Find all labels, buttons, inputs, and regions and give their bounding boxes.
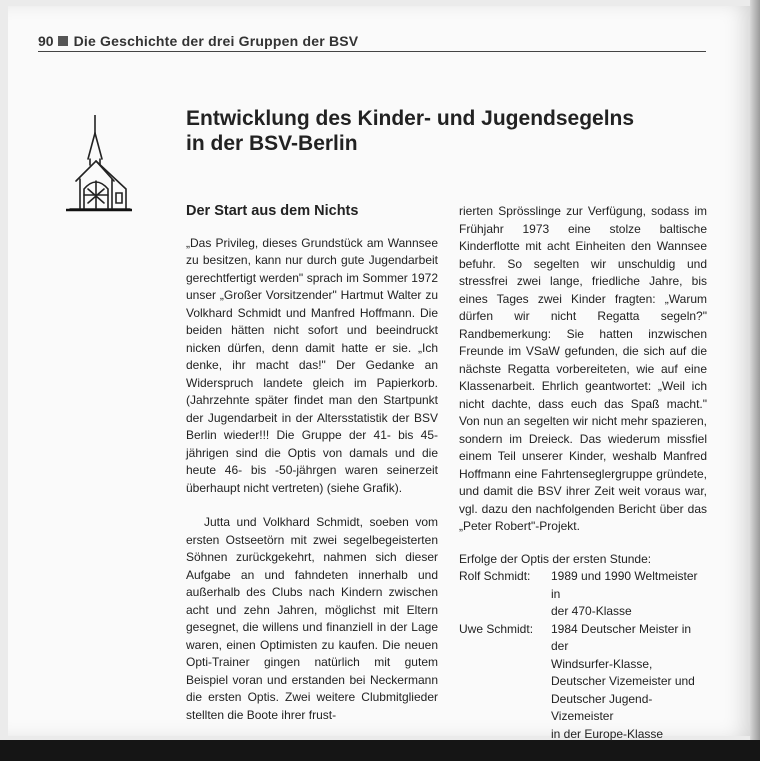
square-bullet-icon	[58, 36, 68, 46]
paragraph-continuation: rierten Sprösslinge zur Verfügung, sodass im Frühjahr 1973 eine stolze baltische Kinderflotte mit acht Einheiten den Wannsee befuhr. So segelten wir unschuldig und stressfrei zwei lange, friedliche Jahre, bis eines Tages zwei Kinder fragten: „Warum dürfen wir nicht Regatta segeln?" Randbemerkung: Sie hatten inzwischen Freunde im VSaW gefunden, die sich auf die nächste Regatta vorbereiteten, wie auf eine Klassenarbeit. Ehrlich geantwortet: „Weil ich nicht dachte, dass euch das Spaß macht." Von nun an segelten wir nicht mehr spazieren, sondern im Dreieck. Das wiederum missfiel einem Teil unserer Kinder, weshalb Manfred Hoffmann eine Fahrtenseglergruppe gründete, und damit die BSV ihrer Zeit weit voraus war, vgl. dazu den nachfolgenden Bericht über das „Peter Robert"-Projekt.	[459, 204, 707, 533]
paragraph-intro: „Das Privileg, dieses Grundstück am Wannsee zu besitzen, kann nur durch gute Jugendarbeit gerechtfertigt werden" sprach im Sommer 1972 unser „Großer Vorsitzender" Hartmut Walter zu Volkhard Schmidt und Manfred Hoffmann. Die beiden hätten nicht sofort und beeindruckt nicken dürfen, denn damit hatte er sie. „Ich denke, ihr macht das!" Der Gedanke an Widerspruch landete gleich im Papierkorb. (Jahrzehnte später findet man den Startpunkt der Jugendarbeit in der Altersstatistik der BSV Berlin wieder!!! Die Gruppe der 41- bis 45-jährigen sind die Optis von damals und die heute 46- bis -50-jährgen waren seinerzeit überhaupt nicht vertreten) (siehe Grafik).	[186, 235, 438, 495]
success-details	[551, 568, 707, 621]
scan-bottom-border	[0, 740, 760, 761]
success-row	[459, 568, 707, 621]
page-edge-shadow	[750, 0, 760, 740]
page-number: 90	[38, 33, 54, 49]
success-detail-line: Deutscher Vizemeister und	[551, 674, 695, 688]
success-detail-line: in der Europe-Klasse	[551, 726, 664, 741]
chapel-illustration	[62, 115, 134, 215]
successes-heading: Erfolge der Optis der ersten Stunde:	[459, 551, 652, 566]
success-detail-line: 1989 und 1990 Weltmeister in	[551, 569, 698, 601]
success-detail-line: Windsurfer-Klasse,	[551, 656, 653, 671]
column-left	[186, 203, 438, 724]
success-name: Rolf Schmidt:	[459, 569, 531, 583]
success-name: Uwe Schmidt:	[459, 621, 534, 636]
article-title	[186, 106, 686, 156]
subheading: Der Start aus dem Nichts	[186, 203, 359, 219]
column-right	[459, 203, 707, 743]
section-title: Die Geschichte der drei Gruppen der BSV	[73, 33, 359, 49]
success-detail-line: 1984 Deutscher Meister in der	[551, 621, 692, 653]
title-line-1: Entwicklung des Kinder- und Jugendsegelns	[186, 107, 635, 130]
successes-list	[459, 551, 707, 744]
title-line-2: in der BSV-Berlin	[186, 132, 358, 155]
success-detail-line: der 470-Klasse	[551, 604, 632, 618]
running-header	[38, 33, 706, 52]
success-row	[459, 621, 707, 744]
success-detail-line: Deutscher Jugend-Vizemeister	[551, 691, 653, 723]
paragraph-schmidt: Jutta und Volkhard Schmidt, soeben vom ersten Ostseetörn mit zwei segelbegeisterten Söhnen zurückgekehrt, nahmen sich dieser Aufgabe an und fahndeten innerhalb und außerhalb des Clubs nach Kindern zwischen acht und zehn Jahren, möglichst mit Eltern gesegnet, die willens und finanziell in der Lage waren, einen Optimisten zu kaufen. Die neuen Opti-Trainer gingen natürlich mit gutem Beispiel voran und erstanden bei Neckermann die ersten Optis. Zwei weitere Clubmitglieder stellten die Boote ihrer frust-	[186, 515, 438, 722]
success-details	[551, 621, 707, 744]
